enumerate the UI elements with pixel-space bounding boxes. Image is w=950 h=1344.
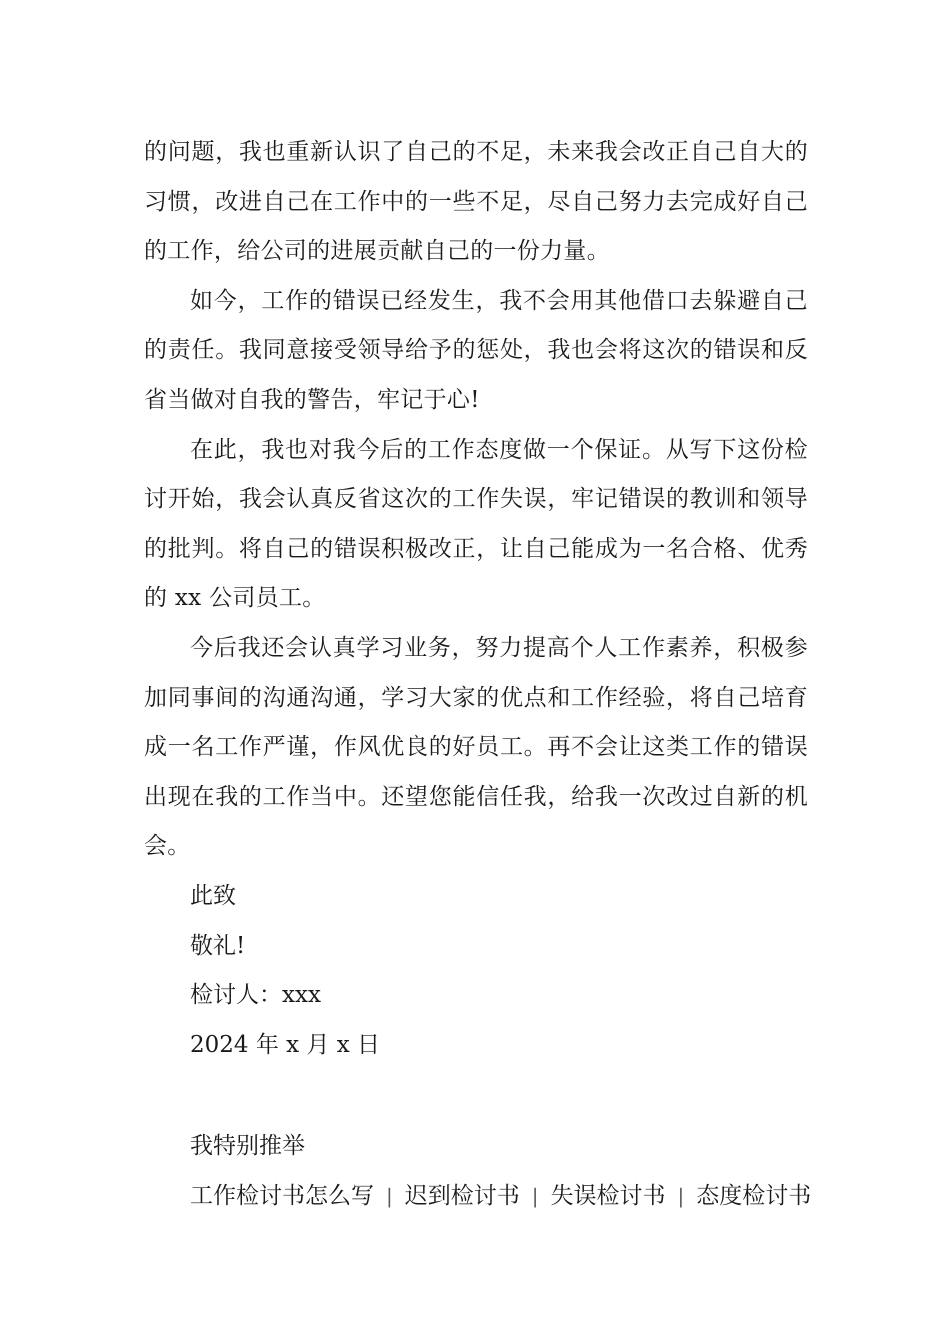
paragraph-continuation: 的问题，我也重新认识了自己的不足，未来我会改正自己自大的习惯，改进自己在工作中的一些不足，尽自己努力去完成好自己的工作，给公司的进展贡献自己的一份力量。 xyxy=(144,139,808,265)
closing-salutation: 此致 xyxy=(190,882,236,909)
link-separator: | xyxy=(531,1183,539,1208)
link-separator: | xyxy=(677,1183,685,1208)
recommend-link-mistake[interactable]: 失误检讨书 xyxy=(550,1182,666,1209)
link-separator: | xyxy=(386,1183,393,1208)
recommend-link-attitude[interactable]: 态度检讨书 xyxy=(696,1182,812,1209)
closing-regards: 敬礼! xyxy=(190,932,246,959)
recommend-link-late[interactable]: 迟到检讨书 xyxy=(404,1182,520,1209)
signer-line: 检讨人：xxx xyxy=(190,982,321,1009)
date-line: 2024 年 x 月 x 日 xyxy=(190,1031,381,1058)
paragraph-responsibility: 如今，工作的错误已经发生，我不会用其他借口去躲避自己的责任。我同意接受领导给予的惩处，我也会将这次的错误和反省当做对自我的警告，牢记于心! xyxy=(144,287,808,413)
letter-body xyxy=(144,128,808,1070)
paragraph-future-plan: 今后我还会认真学习业务，努力提高个人工作素养，积极参加同事间的沟通沟通，学习大家的优点和工作经验，将自己培育成一名工作严谨，作风优良的好员工。再不会让这类工作的错误出现在我的工作当中。还望您能信任我，给我一次改过自新的机会。 xyxy=(144,634,808,860)
recommend-title: 我特别推举 xyxy=(190,1133,305,1159)
recommend-links xyxy=(190,1172,830,1222)
recommend-link-how-to-write[interactable]: 工作检讨书怎么写 xyxy=(190,1182,374,1209)
recommend-section xyxy=(190,1122,830,1221)
paragraph-guarantee: 在此，我也对我今后的工作态度做一个保证。从写下这份检讨开始，我会认真反省这次的工作失误，牢记错误的教训和领导的批判。将自己的错误积极改正，让自己能成为一名合格、优秀的 xx 公司员工。 xyxy=(144,436,808,612)
